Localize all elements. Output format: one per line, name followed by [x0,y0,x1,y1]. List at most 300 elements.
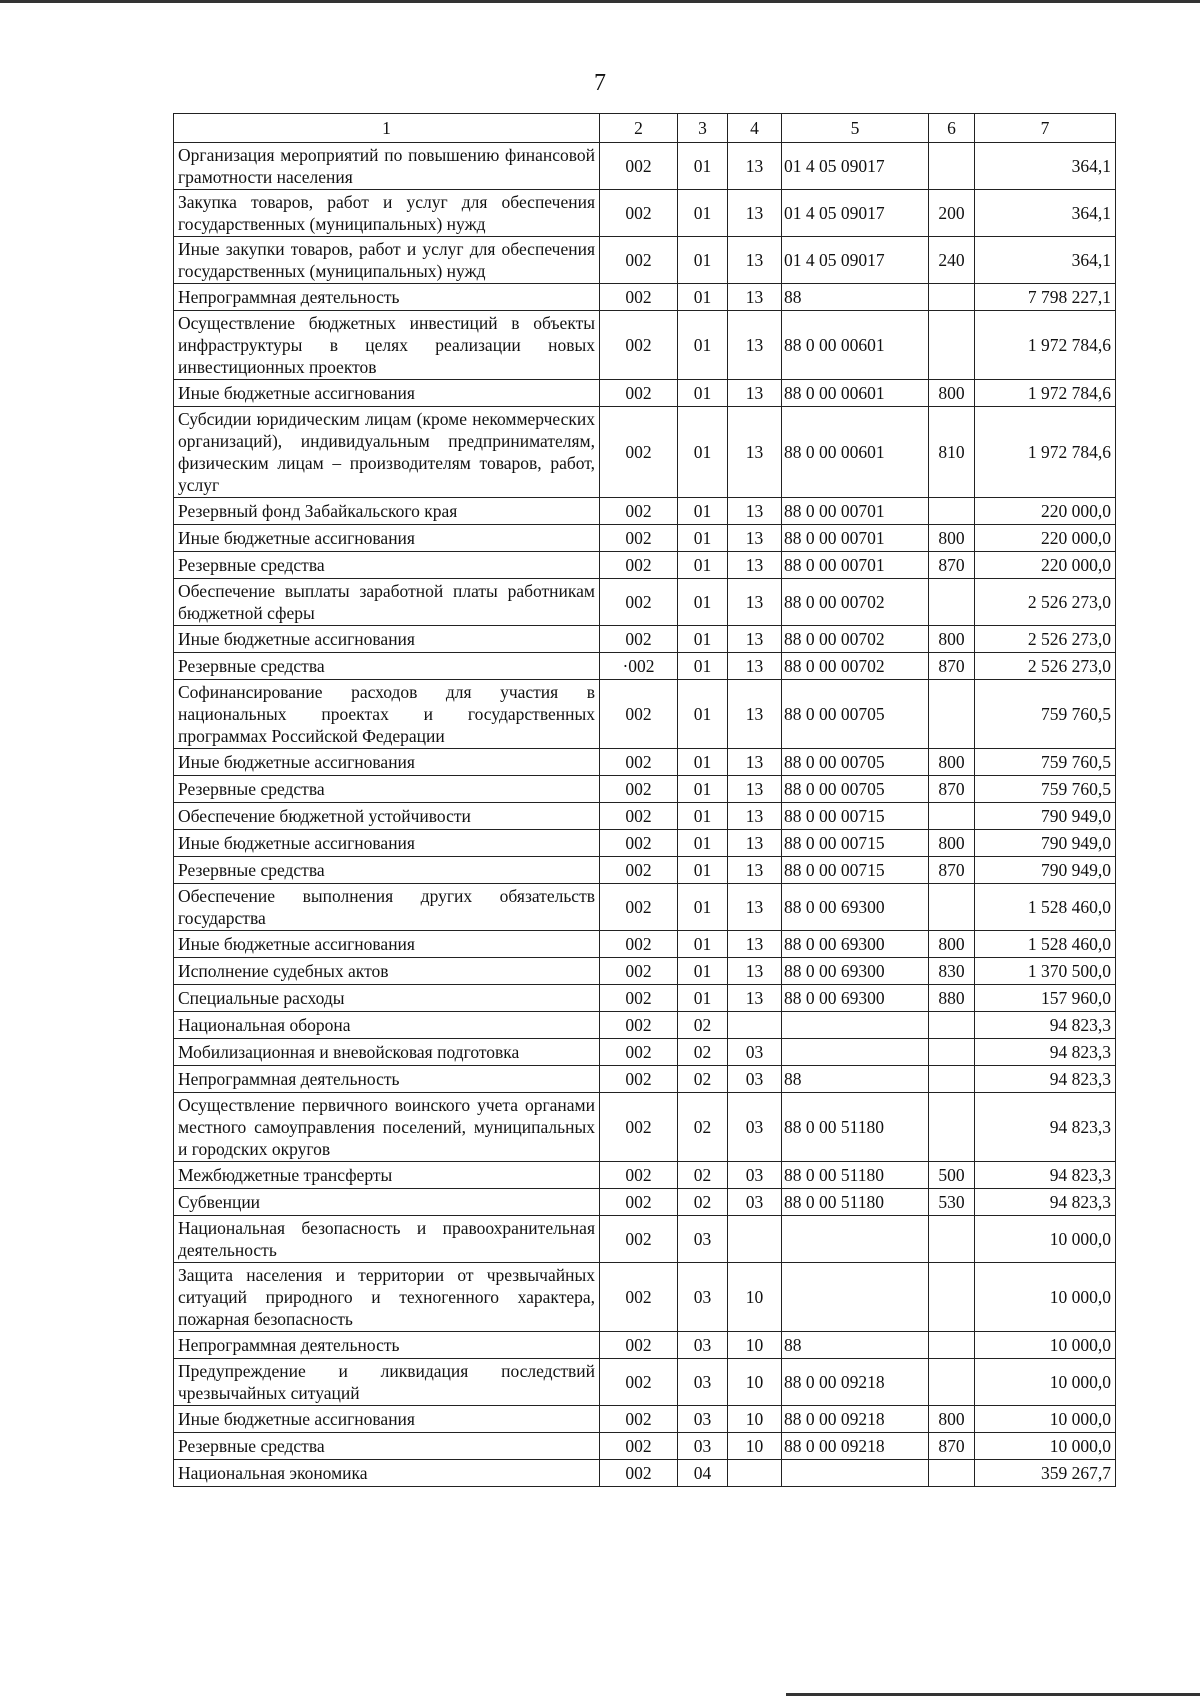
subsection-code-cell: 03 [728,1189,782,1216]
section-code-cell: 01 [678,680,728,749]
expense-type-code-cell [929,680,975,749]
expense-type-code-cell: 240 [929,237,975,284]
expense-type-code-cell [929,1039,975,1066]
target-article-code-cell: 88 0 00 00702 [782,626,929,653]
table-row [174,1012,1116,1039]
section-code-cell: 01 [678,749,728,776]
table-row [174,653,1116,680]
target-article-code-cell: 88 0 00 69300 [782,884,929,931]
table-row [174,1263,1116,1332]
expense-type-code-cell: 870 [929,653,975,680]
table-header-row [174,114,1116,143]
subsection-code-cell: 13 [728,626,782,653]
target-article-code-cell: 88 0 00 00601 [782,380,929,407]
section-code-cell: 03 [678,1359,728,1406]
section-code-cell: 01 [678,931,728,958]
table-row [174,626,1116,653]
expense-type-code-cell: 800 [929,1406,975,1433]
item-name-cell: Иные бюджетные ассигнования [174,931,600,958]
target-article-code-cell: 88 [782,1332,929,1359]
section-code-cell: 01 [678,311,728,380]
section-code-cell: 01 [678,498,728,525]
target-article-code-cell: 88 0 00 51180 [782,1189,929,1216]
ministry-code-cell: 002 [600,803,678,830]
section-code-cell: 01 [678,958,728,985]
expense-type-code-cell [929,1093,975,1162]
amount-cell: 94 823,3 [975,1189,1116,1216]
target-article-code-cell: 88 0 00 00701 [782,552,929,579]
table-row [174,407,1116,498]
target-article-code-cell: 88 0 00 00701 [782,525,929,552]
ministry-code-cell: 002 [600,776,678,803]
expense-type-code-cell: 810 [929,407,975,498]
subsection-code-cell: 03 [728,1093,782,1162]
header-col-5: 5 [782,114,929,143]
section-code-cell: 01 [678,143,728,190]
amount-cell: 94 823,3 [975,1093,1116,1162]
ministry-code-cell: 002 [600,407,678,498]
expense-type-code-cell [929,311,975,380]
item-name-cell: Национальная безопасность и правоохранительная деятельность [174,1216,600,1263]
expense-type-code-cell: 870 [929,857,975,884]
subsection-code-cell: 13 [728,552,782,579]
expense-type-code-cell: 880 [929,985,975,1012]
subsection-code-cell: 13 [728,284,782,311]
item-name-cell: Осуществление первичного воинского учета органами местного самоуправления поселений, муниципальных и городских округов [174,1093,600,1162]
subsection-code-cell [728,1216,782,1263]
section-code-cell: 02 [678,1012,728,1039]
target-article-code-cell: 88 0 00 00601 [782,407,929,498]
ministry-code-cell: 002 [600,680,678,749]
section-code-cell: 01 [678,653,728,680]
ministry-code-cell: 002 [600,1332,678,1359]
expense-type-code-cell [929,579,975,626]
amount-cell: 364,1 [975,143,1116,190]
ministry-code-cell: 002 [600,931,678,958]
header-col-7: 7 [975,114,1116,143]
section-code-cell: 03 [678,1216,728,1263]
item-name-cell: Непрограммная деятельность [174,1066,600,1093]
expense-type-code-cell: 870 [929,552,975,579]
item-name-cell: Резервные средства [174,552,600,579]
ministry-code-cell: ·002 [600,653,678,680]
target-article-code-cell: 01 4 05 09017 [782,190,929,237]
expense-type-code-cell [929,1332,975,1359]
section-code-cell: 01 [678,284,728,311]
target-article-code-cell: 88 0 00 00715 [782,830,929,857]
expense-type-code-cell: 870 [929,776,975,803]
amount-cell: 10 000,0 [975,1332,1116,1359]
item-name-cell: Резервные средства [174,776,600,803]
subsection-code-cell: 13 [728,776,782,803]
budget-table [173,113,1116,1487]
target-article-code-cell: 88 0 00 00715 [782,803,929,830]
table-row [174,857,1116,884]
item-name-cell: Резервные средства [174,653,600,680]
table-row [174,1039,1116,1066]
table-row [174,776,1116,803]
section-code-cell: 03 [678,1433,728,1460]
item-name-cell: Иные бюджетные ассигнования [174,749,600,776]
amount-cell: 1 972 784,6 [975,407,1116,498]
table-row [174,1162,1116,1189]
amount-cell: 364,1 [975,190,1116,237]
ministry-code-cell: 002 [600,237,678,284]
expense-type-code-cell: 800 [929,626,975,653]
table-row [174,830,1116,857]
expense-type-code-cell [929,284,975,311]
page-number: 7 [594,70,606,96]
target-article-code-cell: 88 0 00 09218 [782,1359,929,1406]
subsection-code-cell: 13 [728,653,782,680]
expense-type-code-cell [929,884,975,931]
target-article-code-cell: 88 0 00 09218 [782,1433,929,1460]
item-name-cell: Непрограммная деятельность [174,284,600,311]
target-article-code-cell: 01 4 05 09017 [782,237,929,284]
amount-cell: 10 000,0 [975,1216,1116,1263]
subsection-code-cell: 13 [728,237,782,284]
target-article-code-cell: 88 [782,284,929,311]
target-article-code-cell: 88 0 00 69300 [782,985,929,1012]
subsection-code-cell: 03 [728,1162,782,1189]
amount-cell: 1 370 500,0 [975,958,1116,985]
item-name-cell: Иные закупки товаров, работ и услуг для обеспечения государственных (муниципальных) нужд [174,237,600,284]
amount-cell: 157 960,0 [975,985,1116,1012]
table-row [174,237,1116,284]
item-name-cell: Софинансирование расходов для участия в национальных проектах и государственных программах Российской Федерации [174,680,600,749]
subsection-code-cell: 13 [728,579,782,626]
item-name-cell: Иные бюджетные ассигнования [174,626,600,653]
amount-cell: 10 000,0 [975,1433,1116,1460]
table-row [174,1189,1116,1216]
item-name-cell: Предупреждение и ликвидация последствий чрезвычайных ситуаций [174,1359,600,1406]
target-article-code-cell [782,1039,929,1066]
ministry-code-cell: 002 [600,1460,678,1487]
ministry-code-cell: 002 [600,190,678,237]
expense-type-code-cell: 200 [929,190,975,237]
amount-cell: 94 823,3 [975,1162,1116,1189]
target-article-code-cell [782,1012,929,1039]
subsection-code-cell: 10 [728,1406,782,1433]
expense-type-code-cell: 870 [929,1433,975,1460]
table-row [174,1406,1116,1433]
item-name-cell: Субсидии юридическим лицам (кроме некоммерческих организаций), индивидуальным предпринимателям, физическим лицам – производителям товаров, работ, услуг [174,407,600,498]
target-article-code-cell: 88 0 00 51180 [782,1162,929,1189]
item-name-cell: Межбюджетные трансферты [174,1162,600,1189]
table-row [174,1216,1116,1263]
target-article-code-cell [782,1460,929,1487]
target-article-code-cell [782,1263,929,1332]
subsection-code-cell: 13 [728,407,782,498]
expense-type-code-cell [929,1066,975,1093]
subsection-code-cell: 10 [728,1263,782,1332]
target-article-code-cell: 88 0 00 00705 [782,749,929,776]
header-col-6: 6 [929,114,975,143]
expense-type-code-cell [929,1460,975,1487]
target-article-code-cell: 88 0 00 00702 [782,579,929,626]
target-article-code-cell: 88 0 00 09218 [782,1406,929,1433]
item-name-cell: Непрограммная деятельность [174,1332,600,1359]
amount-cell: 790 949,0 [975,830,1116,857]
amount-cell: 790 949,0 [975,803,1116,830]
item-name-cell: Резервный фонд Забайкальского края [174,498,600,525]
subsection-code-cell: 10 [728,1433,782,1460]
amount-cell: 2 526 273,0 [975,653,1116,680]
subsection-code-cell: 13 [728,931,782,958]
item-name-cell: Специальные расходы [174,985,600,1012]
header-col-4: 4 [728,114,782,143]
section-code-cell: 01 [678,626,728,653]
amount-cell: 10 000,0 [975,1406,1116,1433]
target-article-code-cell: 01 4 05 09017 [782,143,929,190]
item-name-cell: Национальная экономика [174,1460,600,1487]
ministry-code-cell: 002 [600,830,678,857]
ministry-code-cell: 002 [600,1039,678,1066]
target-article-code-cell: 88 0 00 00705 [782,680,929,749]
table-row [174,803,1116,830]
expense-type-code-cell: 830 [929,958,975,985]
ministry-code-cell: 002 [600,1263,678,1332]
ministry-code-cell: 002 [600,1406,678,1433]
expense-type-code-cell: 800 [929,830,975,857]
section-code-cell: 01 [678,985,728,1012]
amount-cell: 220 000,0 [975,525,1116,552]
subsection-code-cell: 13 [728,498,782,525]
item-name-cell: Организация мероприятий по повышению финансовой грамотности населения [174,143,600,190]
ministry-code-cell: 002 [600,626,678,653]
amount-cell: 94 823,3 [975,1066,1116,1093]
subsection-code-cell: 13 [728,985,782,1012]
ministry-code-cell: 002 [600,857,678,884]
section-code-cell: 02 [678,1066,728,1093]
expense-type-code-cell [929,498,975,525]
amount-cell: 759 760,5 [975,680,1116,749]
amount-cell: 220 000,0 [975,552,1116,579]
table-row [174,1433,1116,1460]
section-code-cell: 01 [678,407,728,498]
item-name-cell: Мобилизационная и вневойсковая подготовка [174,1039,600,1066]
expense-type-code-cell [929,803,975,830]
table-row [174,579,1116,626]
amount-cell: 10 000,0 [975,1263,1116,1332]
target-article-code-cell: 88 [782,1066,929,1093]
amount-cell: 2 526 273,0 [975,626,1116,653]
expense-type-code-cell [929,1263,975,1332]
amount-cell: 364,1 [975,237,1116,284]
expense-type-code-cell: 500 [929,1162,975,1189]
expense-type-code-cell [929,1216,975,1263]
expense-type-code-cell [929,1012,975,1039]
table-row [174,884,1116,931]
subsection-code-cell: 10 [728,1359,782,1406]
subsection-code-cell: 10 [728,1332,782,1359]
ministry-code-cell: 002 [600,1162,678,1189]
section-code-cell: 01 [678,190,728,237]
section-code-cell: 01 [678,803,728,830]
ministry-code-cell: 002 [600,884,678,931]
target-article-code-cell: 88 0 00 00702 [782,653,929,680]
item-name-cell: Иные бюджетные ассигнования [174,525,600,552]
subsection-code-cell: 13 [728,749,782,776]
item-name-cell: Обеспечение выполнения других обязательств государства [174,884,600,931]
expense-type-code-cell: 800 [929,931,975,958]
amount-cell: 2 526 273,0 [975,579,1116,626]
target-article-code-cell [782,1216,929,1263]
section-code-cell: 01 [678,776,728,803]
section-code-cell: 03 [678,1332,728,1359]
ministry-code-cell: 002 [600,143,678,190]
target-article-code-cell: 88 0 00 69300 [782,958,929,985]
section-code-cell: 01 [678,552,728,579]
subsection-code-cell: 13 [728,190,782,237]
item-name-cell: Иные бюджетные ассигнования [174,830,600,857]
amount-cell: 7 798 227,1 [975,284,1116,311]
ministry-code-cell: 002 [600,1189,678,1216]
subsection-code-cell: 13 [728,380,782,407]
section-code-cell: 03 [678,1263,728,1332]
ministry-code-cell: 002 [600,1359,678,1406]
item-name-cell: Обеспечение бюджетной устойчивости [174,803,600,830]
table-row [174,1359,1116,1406]
subsection-code-cell: 13 [728,958,782,985]
amount-cell: 790 949,0 [975,857,1116,884]
ministry-code-cell: 002 [600,1433,678,1460]
item-name-cell: Закупка товаров, работ и услуг для обеспечения государственных (муниципальных) нужд [174,190,600,237]
expense-type-code-cell: 800 [929,380,975,407]
amount-cell: 359 267,7 [975,1460,1116,1487]
table-row [174,985,1116,1012]
table-row [174,552,1116,579]
header-col-1: 1 [174,114,600,143]
subsection-code-cell: 13 [728,884,782,931]
amount-cell: 1 528 460,0 [975,884,1116,931]
ministry-code-cell: 002 [600,985,678,1012]
ministry-code-cell: 002 [600,284,678,311]
ministry-code-cell: 002 [600,552,678,579]
ministry-code-cell: 002 [600,1216,678,1263]
subsection-code-cell: 13 [728,830,782,857]
top-scan-edge [0,0,1200,3]
ministry-code-cell: 002 [600,498,678,525]
expense-type-code-cell: 530 [929,1189,975,1216]
subsection-code-cell: 13 [728,803,782,830]
target-article-code-cell: 88 0 00 69300 [782,931,929,958]
table-body [174,143,1116,1487]
amount-cell: 759 760,5 [975,776,1116,803]
header-col-2: 2 [600,114,678,143]
section-code-cell: 01 [678,380,728,407]
target-article-code-cell: 88 0 00 51180 [782,1093,929,1162]
target-article-code-cell: 88 0 00 00715 [782,857,929,884]
ministry-code-cell: 002 [600,958,678,985]
expense-type-code-cell [929,143,975,190]
header-col-3: 3 [678,114,728,143]
expense-type-code-cell: 800 [929,749,975,776]
item-name-cell: Субвенции [174,1189,600,1216]
table-row [174,680,1116,749]
section-code-cell: 02 [678,1162,728,1189]
table-row [174,1332,1116,1359]
section-code-cell: 03 [678,1406,728,1433]
table-row [174,958,1116,985]
ministry-code-cell: 002 [600,380,678,407]
table-row [174,380,1116,407]
ministry-code-cell: 002 [600,525,678,552]
table-row [174,143,1116,190]
table-row [174,190,1116,237]
item-name-cell: Обеспечение выплаты заработной платы работникам бюджетной сферы [174,579,600,626]
section-code-cell: 02 [678,1189,728,1216]
expense-type-code-cell [929,1359,975,1406]
ministry-code-cell: 002 [600,1012,678,1039]
item-name-cell: Иные бюджетные ассигнования [174,1406,600,1433]
bottom-scan-edge [786,1693,1200,1696]
section-code-cell: 01 [678,525,728,552]
item-name-cell: Защита населения и территории от чрезвычайных ситуаций природного и техногенного характера, пожарная безопасность [174,1263,600,1332]
subsection-code-cell: 13 [728,311,782,380]
section-code-cell: 01 [678,830,728,857]
target-article-code-cell: 88 0 00 00601 [782,311,929,380]
ministry-code-cell: 002 [600,1093,678,1162]
section-code-cell: 02 [678,1093,728,1162]
table-row [174,749,1116,776]
ministry-code-cell: 002 [600,579,678,626]
ministry-code-cell: 002 [600,749,678,776]
ministry-code-cell: 002 [600,311,678,380]
item-name-cell: Резервные средства [174,1433,600,1460]
target-article-code-cell: 88 0 00 00701 [782,498,929,525]
expense-type-code-cell: 800 [929,525,975,552]
section-code-cell: 02 [678,1039,728,1066]
subsection-code-cell: 03 [728,1066,782,1093]
ministry-code-cell: 002 [600,1066,678,1093]
section-code-cell: 01 [678,857,728,884]
amount-cell: 759 760,5 [975,749,1116,776]
subsection-code-cell: 13 [728,525,782,552]
subsection-code-cell [728,1012,782,1039]
section-code-cell: 01 [678,884,728,931]
amount-cell: 10 000,0 [975,1359,1116,1406]
section-code-cell: 01 [678,237,728,284]
subsection-code-cell: 03 [728,1039,782,1066]
table-row [174,525,1116,552]
item-name-cell: Национальная оборона [174,1012,600,1039]
table-row [174,1066,1116,1093]
item-name-cell: Резервные средства [174,857,600,884]
amount-cell: 94 823,3 [975,1039,1116,1066]
subsection-code-cell: 13 [728,857,782,884]
subsection-code-cell: 13 [728,143,782,190]
subsection-code-cell: 13 [728,680,782,749]
target-article-code-cell: 88 0 00 00705 [782,776,929,803]
amount-cell: 1 528 460,0 [975,931,1116,958]
table-row [174,1093,1116,1162]
item-name-cell: Осуществление бюджетных инвестиций в объекты инфраструктуры в целях реализации новых инвестиционных проектов [174,311,600,380]
table-row [174,284,1116,311]
section-code-cell: 01 [678,579,728,626]
item-name-cell: Иные бюджетные ассигнования [174,380,600,407]
subsection-code-cell [728,1460,782,1487]
amount-cell: 1 972 784,6 [975,380,1116,407]
table-row [174,931,1116,958]
amount-cell: 220 000,0 [975,498,1116,525]
table-row [174,1460,1116,1487]
section-code-cell: 04 [678,1460,728,1487]
item-name-cell: Исполнение судебных актов [174,958,600,985]
table-row [174,311,1116,380]
amount-cell: 1 972 784,6 [975,311,1116,380]
table-row [174,498,1116,525]
